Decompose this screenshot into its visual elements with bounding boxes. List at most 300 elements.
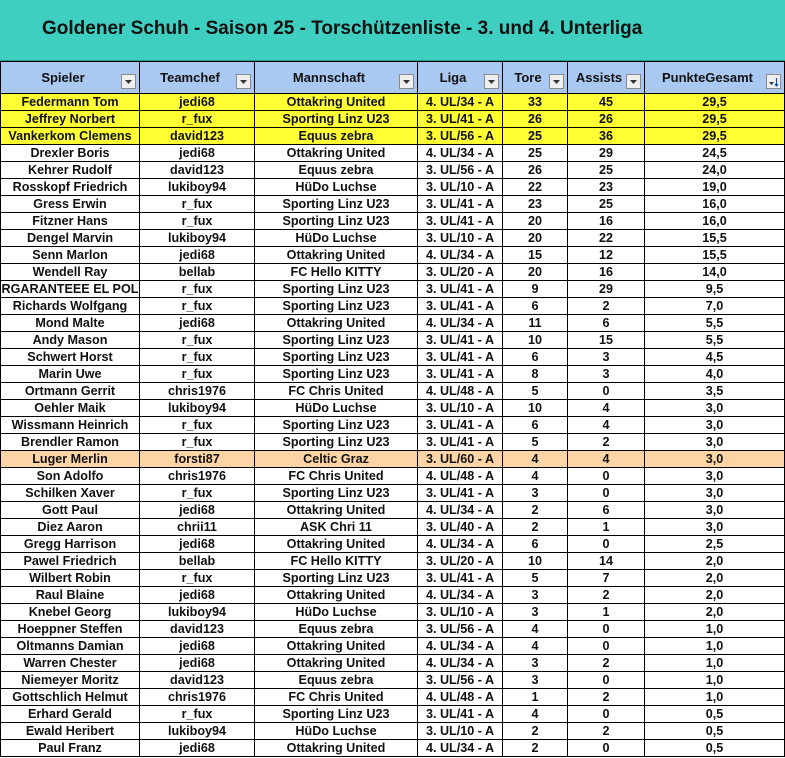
column-header-spieler <box>1 62 140 94</box>
column-header-label: Spieler <box>41 70 85 85</box>
cell-mannschaft: Sporting Linz U23 <box>255 434 418 451</box>
cell-punkte: 16,0 <box>645 196 785 213</box>
cell-punkte: 5,5 <box>645 315 785 332</box>
cell-punkte: 2,0 <box>645 553 785 570</box>
cell-punkte: 3,0 <box>645 468 785 485</box>
cell-teamchef: r_fux <box>140 196 255 213</box>
cell-teamchef: chris1976 <box>140 689 255 706</box>
dropdown-arrow-icon <box>403 80 410 84</box>
table-row <box>1 145 785 162</box>
cell-punkte: 0,5 <box>645 723 785 740</box>
column-header-label: Teamchef <box>160 70 220 85</box>
cell-tore: 5 <box>503 570 568 587</box>
table-row <box>1 94 785 111</box>
cell-assists: 16 <box>568 213 645 230</box>
cell-mannschaft: FC Hello KITTY <box>255 264 418 281</box>
cell-tore: 1 <box>503 689 568 706</box>
cell-assists: 4 <box>568 417 645 434</box>
table-row <box>1 162 785 179</box>
table-row <box>1 128 785 145</box>
cell-liga: 3. UL/41 - A <box>418 281 503 298</box>
cell-spieler: Drexler Boris <box>1 145 140 162</box>
cell-tore: 23 <box>503 196 568 213</box>
column-header-teamchef <box>140 62 255 94</box>
page-title: Goldener Schuh - Saison 25 - Torschützenliste - 3. und 4. Unterliga <box>42 18 643 39</box>
sort-descending-icon <box>768 77 779 87</box>
cell-assists: 16 <box>568 264 645 281</box>
cell-mannschaft: Sporting Linz U23 <box>255 196 418 213</box>
cell-assists: 0 <box>568 740 645 757</box>
cell-liga: 3. UL/41 - A <box>418 298 503 315</box>
cell-teamchef: david123 <box>140 621 255 638</box>
cell-teamchef: bellab <box>140 264 255 281</box>
cell-tore: 26 <box>503 162 568 179</box>
cell-assists: 2 <box>568 689 645 706</box>
cell-punkte: 4,0 <box>645 366 785 383</box>
cell-tore: 6 <box>503 536 568 553</box>
cell-teamchef: jedi68 <box>140 315 255 332</box>
cell-punkte: 3,0 <box>645 502 785 519</box>
cell-liga: 4. UL/34 - A <box>418 587 503 604</box>
cell-teamchef: r_fux <box>140 298 255 315</box>
cell-mannschaft: Ottakring United <box>255 315 418 332</box>
cell-tore: 2 <box>503 740 568 757</box>
cell-spieler: Gress Erwin <box>1 196 140 213</box>
table-row <box>1 587 785 604</box>
cell-punkte: 1,0 <box>645 655 785 672</box>
cell-punkte: 3,5 <box>645 383 785 400</box>
cell-teamchef: r_fux <box>140 281 255 298</box>
cell-liga: 3. UL/41 - A <box>418 485 503 502</box>
cell-liga: 4. UL/48 - A <box>418 468 503 485</box>
cell-punkte: 0,5 <box>645 740 785 757</box>
cell-teamchef: r_fux <box>140 111 255 128</box>
cell-spieler: Oehler Maik <box>1 400 140 417</box>
cell-spieler: Dengel Marvin <box>1 230 140 247</box>
table-row <box>1 655 785 672</box>
cell-assists: 2 <box>568 587 645 604</box>
cell-teamchef: r_fux <box>140 366 255 383</box>
table-row <box>1 264 785 281</box>
cell-spieler: Senn Marlon <box>1 247 140 264</box>
cell-assists: 0 <box>568 536 645 553</box>
cell-spieler: Schilken Xaver <box>1 485 140 502</box>
table-row <box>1 672 785 689</box>
column-header-label: Assists <box>575 70 623 85</box>
cell-spieler: Kehrer Rudolf <box>1 162 140 179</box>
table-row <box>1 315 785 332</box>
table-row <box>1 553 785 570</box>
cell-assists: 3 <box>568 366 645 383</box>
cell-mannschaft: Sporting Linz U23 <box>255 366 418 383</box>
cell-assists: 2 <box>568 298 645 315</box>
cell-assists: 25 <box>568 162 645 179</box>
cell-punkte: 2,0 <box>645 587 785 604</box>
cell-spieler: Schwert Horst <box>1 349 140 366</box>
header-row <box>1 62 785 94</box>
cell-tore: 3 <box>503 604 568 621</box>
cell-teamchef: r_fux <box>140 485 255 502</box>
cell-assists: 6 <box>568 502 645 519</box>
cell-spieler: Rosskopf Friedrich <box>1 179 140 196</box>
cell-liga: 3. UL/10 - A <box>418 400 503 417</box>
column-header-label: PunkteGesamt <box>661 70 754 85</box>
table-row <box>1 638 785 655</box>
cell-mannschaft: Equus zebra <box>255 162 418 179</box>
cell-punkte: 1,0 <box>645 638 785 655</box>
cell-punkte: 15,5 <box>645 247 785 264</box>
cell-assists: 0 <box>568 706 645 723</box>
cell-assists: 1 <box>568 604 645 621</box>
cell-assists: 12 <box>568 247 645 264</box>
dropdown-arrow-icon <box>240 80 247 84</box>
filter-button-mannschaft[interactable] <box>399 74 414 89</box>
cell-liga: 4. UL/34 - A <box>418 315 503 332</box>
cell-assists: 2 <box>568 655 645 672</box>
cell-teamchef: jedi68 <box>140 655 255 672</box>
cell-teamchef: r_fux <box>140 570 255 587</box>
cell-punkte: 24,0 <box>645 162 785 179</box>
table-body <box>1 94 785 757</box>
cell-liga: 4. UL/34 - A <box>418 502 503 519</box>
cell-spieler: Gottschlich Helmut <box>1 689 140 706</box>
cell-assists: 3 <box>568 349 645 366</box>
cell-assists: 0 <box>568 485 645 502</box>
cell-teamchef: r_fux <box>140 706 255 723</box>
cell-teamchef: jedi68 <box>140 247 255 264</box>
cell-liga: 3. UL/56 - A <box>418 128 503 145</box>
cell-teamchef: jedi68 <box>140 740 255 757</box>
cell-mannschaft: Sporting Linz U23 <box>255 332 418 349</box>
cell-spieler: RGARANTEEE EL POL <box>1 281 139 296</box>
cell-mannschaft: Sporting Linz U23 <box>255 298 418 315</box>
cell-spieler: Wendell Ray <box>1 264 140 281</box>
cell-liga: 3. UL/20 - A <box>418 264 503 281</box>
cell-liga: 4. UL/34 - A <box>418 145 503 162</box>
cell-assists: 0 <box>568 672 645 689</box>
cell-liga: 3. UL/10 - A <box>418 230 503 247</box>
cell-mannschaft: FC Hello KITTY <box>255 553 418 570</box>
cell-spieler: Brendler Ramon <box>1 434 140 451</box>
column-header-liga <box>418 62 503 94</box>
dropdown-arrow-icon <box>125 80 132 84</box>
table-row <box>1 230 785 247</box>
cell-spieler: Jeffrey Norbert <box>1 111 140 128</box>
cell-mannschaft: HüDo Luchse <box>255 604 418 621</box>
cell-mannschaft: Sporting Linz U23 <box>255 111 418 128</box>
cell-spieler: Raul Blaine <box>1 587 140 604</box>
table-row <box>1 723 785 740</box>
cell-spieler: Fitzner Hans <box>1 213 140 230</box>
cell-spieler: Mond Malte <box>1 315 140 332</box>
cell-liga: 3. UL/56 - A <box>418 672 503 689</box>
cell-tore: 2 <box>503 723 568 740</box>
cell-mannschaft: Ottakring United <box>255 502 418 519</box>
cell-liga: 3. UL/41 - A <box>418 706 503 723</box>
cell-tore: 22 <box>503 179 568 196</box>
cell-tore: 9 <box>503 281 568 298</box>
table-row <box>1 468 785 485</box>
table-row <box>1 706 785 723</box>
cell-mannschaft: HüDo Luchse <box>255 723 418 740</box>
cell-teamchef: jedi68 <box>140 587 255 604</box>
cell-punkte: 1,0 <box>645 689 785 706</box>
cell-liga: 4. UL/34 - A <box>418 536 503 553</box>
cell-liga: 3. UL/41 - A <box>418 434 503 451</box>
sort-button-punktegesamt[interactable] <box>766 74 781 89</box>
cell-punkte: 0,5 <box>645 706 785 723</box>
table-row <box>1 281 785 298</box>
table-row <box>1 383 785 400</box>
filter-button-liga[interactable] <box>484 74 499 89</box>
cell-assists: 1 <box>568 519 645 536</box>
table-row <box>1 417 785 434</box>
cell-tore: 4 <box>503 621 568 638</box>
table-row <box>1 247 785 264</box>
dropdown-arrow-icon <box>553 80 560 84</box>
cell-tore: 10 <box>503 332 568 349</box>
cell-punkte: 19,0 <box>645 179 785 196</box>
cell-punkte: 15,5 <box>645 230 785 247</box>
table-row <box>1 366 785 383</box>
cell-teamchef: lukiboy94 <box>140 179 255 196</box>
table-row <box>1 111 785 128</box>
cell-spieler: Richards Wolfgang <box>1 298 140 315</box>
cell-teamchef: jedi68 <box>140 94 255 111</box>
cell-liga: 3. UL/10 - A <box>418 179 503 196</box>
table-row <box>1 502 785 519</box>
cell-assists: 2 <box>568 723 645 740</box>
filter-button-spieler[interactable] <box>121 74 136 89</box>
cell-tore: 8 <box>503 366 568 383</box>
cell-spieler: Diez Aaron <box>1 519 140 536</box>
cell-punkte: 29,5 <box>645 111 785 128</box>
column-header-label: Tore <box>514 70 542 85</box>
cell-teamchef: r_fux <box>140 434 255 451</box>
cell-punkte: 14,0 <box>645 264 785 281</box>
cell-spieler: Vankerkom Clemens <box>1 128 140 145</box>
cell-teamchef: chrii11 <box>140 519 255 536</box>
cell-mannschaft: Equus zebra <box>255 621 418 638</box>
cell-mannschaft: Sporting Linz U23 <box>255 417 418 434</box>
column-header-tore <box>503 62 568 94</box>
cell-tore: 20 <box>503 213 568 230</box>
cell-assists: 14 <box>568 553 645 570</box>
cell-spieler: Wilbert Robin <box>1 570 140 587</box>
table-row <box>1 485 785 502</box>
cell-tore: 3 <box>503 672 568 689</box>
filter-button-assists[interactable] <box>626 74 641 89</box>
cell-tore: 25 <box>503 145 568 162</box>
cell-tore: 3 <box>503 655 568 672</box>
cell-teamchef: bellab <box>140 553 255 570</box>
cell-mannschaft: Ottakring United <box>255 145 418 162</box>
cell-assists: 0 <box>568 621 645 638</box>
table-row <box>1 519 785 536</box>
cell-punkte: 16,0 <box>645 213 785 230</box>
cell-punkte: 3,0 <box>645 417 785 434</box>
cell-assists: 0 <box>568 638 645 655</box>
cell-spieler: Ewald Heribert <box>1 723 140 740</box>
cell-punkte: 24,5 <box>645 145 785 162</box>
cell-spieler: Paul Franz <box>1 740 140 757</box>
cell-assists: 23 <box>568 179 645 196</box>
cell-liga: 3. UL/10 - A <box>418 604 503 621</box>
cell-mannschaft: HüDo Luchse <box>255 179 418 196</box>
cell-spieler: Andy Mason <box>1 332 140 349</box>
cell-liga: 3. UL/40 - A <box>418 519 503 536</box>
cell-teamchef: david123 <box>140 162 255 179</box>
cell-liga: 3. UL/41 - A <box>418 366 503 383</box>
cell-mannschaft: Ottakring United <box>255 587 418 604</box>
cell-tore: 2 <box>503 502 568 519</box>
cell-mannschaft: Ottakring United <box>255 94 418 111</box>
cell-teamchef: lukiboy94 <box>140 723 255 740</box>
cell-mannschaft: Sporting Linz U23 <box>255 706 418 723</box>
cell-liga: 3. UL/41 - A <box>418 570 503 587</box>
filter-button-tore[interactable] <box>549 74 564 89</box>
cell-teamchef: jedi68 <box>140 638 255 655</box>
cell-tore: 20 <box>503 230 568 247</box>
cell-assists: 4 <box>568 451 645 468</box>
cell-liga: 3. UL/41 - A <box>418 213 503 230</box>
table-row <box>1 451 785 468</box>
column-header-mannschaft <box>255 62 418 94</box>
cell-liga: 3. UL/56 - A <box>418 621 503 638</box>
cell-punkte: 3,0 <box>645 400 785 417</box>
table-row <box>1 536 785 553</box>
table-row <box>1 179 785 196</box>
cell-mannschaft: HüDo Luchse <box>255 230 418 247</box>
cell-spieler: Niemeyer Moritz <box>1 672 140 689</box>
cell-punkte: 3,0 <box>645 451 785 468</box>
cell-tore: 6 <box>503 349 568 366</box>
cell-liga: 3. UL/41 - A <box>418 332 503 349</box>
cell-punkte: 5,5 <box>645 332 785 349</box>
cell-tore: 6 <box>503 298 568 315</box>
cell-mannschaft: HüDo Luchse <box>255 400 418 417</box>
table-row <box>1 349 785 366</box>
cell-assists: 22 <box>568 230 645 247</box>
cell-tore: 5 <box>503 383 568 400</box>
table-row <box>1 740 785 757</box>
cell-liga: 4. UL/48 - A <box>418 383 503 400</box>
cell-assists: 29 <box>568 281 645 298</box>
cell-spieler: Gott Paul <box>1 502 140 519</box>
table-row <box>1 400 785 417</box>
cell-teamchef: jedi68 <box>140 145 255 162</box>
cell-mannschaft: Ottakring United <box>255 638 418 655</box>
cell-tore: 4 <box>503 638 568 655</box>
cell-spieler: Hoeppner Steffen <box>1 621 140 638</box>
cell-spieler: Son Adolfo <box>1 468 140 485</box>
cell-mannschaft: Ottakring United <box>255 740 418 757</box>
cell-assists: 36 <box>568 128 645 145</box>
cell-tore: 4 <box>503 706 568 723</box>
table-row <box>1 689 785 706</box>
cell-tore: 26 <box>503 111 568 128</box>
cell-liga: 3. UL/41 - A <box>418 417 503 434</box>
cell-liga: 4. UL/48 - A <box>418 689 503 706</box>
cell-tore: 4 <box>503 451 568 468</box>
cell-punkte: 29,5 <box>645 94 785 111</box>
cell-mannschaft: Equus zebra <box>255 128 418 145</box>
cell-spieler: Pawel Friedrich <box>1 553 140 570</box>
table-row <box>1 332 785 349</box>
cell-punkte: 3,0 <box>645 485 785 502</box>
cell-assists: 4 <box>568 400 645 417</box>
cell-teamchef: jedi68 <box>140 502 255 519</box>
cell-tore: 3 <box>503 587 568 604</box>
cell-tore: 15 <box>503 247 568 264</box>
cell-teamchef: r_fux <box>140 417 255 434</box>
cell-punkte: 1,0 <box>645 621 785 638</box>
cell-mannschaft: Ottakring United <box>255 536 418 553</box>
cell-mannschaft: Equus zebra <box>255 672 418 689</box>
cell-spieler: Marin Uwe <box>1 366 140 383</box>
cell-tore: 33 <box>503 94 568 111</box>
cell-assists: 7 <box>568 570 645 587</box>
filter-button-teamchef[interactable] <box>236 74 251 89</box>
cell-tore: 11 <box>503 315 568 332</box>
cell-tore: 5 <box>503 434 568 451</box>
cell-mannschaft: Ottakring United <box>255 247 418 264</box>
cell-tore: 10 <box>503 553 568 570</box>
cell-teamchef: david123 <box>140 672 255 689</box>
cell-teamchef: r_fux <box>140 332 255 349</box>
cell-tore: 3 <box>503 485 568 502</box>
cell-teamchef: david123 <box>140 128 255 145</box>
cell-liga: 4. UL/34 - A <box>418 655 503 672</box>
cell-teamchef: chris1976 <box>140 468 255 485</box>
cell-mannschaft: FC Chris United <box>255 689 418 706</box>
table-row <box>1 621 785 638</box>
cell-mannschaft: FC Chris United <box>255 383 418 400</box>
cell-assists: 0 <box>568 383 645 400</box>
cell-spieler: Warren Chester <box>1 655 140 672</box>
cell-teamchef: chris1976 <box>140 383 255 400</box>
cell-liga: 3. UL/41 - A <box>418 349 503 366</box>
cell-punkte: 4,5 <box>645 349 785 366</box>
cell-teamchef: jedi68 <box>140 536 255 553</box>
cell-spieler: Oltmanns Damian <box>1 638 140 655</box>
title-bar <box>0 0 785 61</box>
cell-punkte: 1,0 <box>645 672 785 689</box>
cell-liga: 4. UL/34 - A <box>418 740 503 757</box>
cell-spieler: Luger Merlin <box>1 451 140 468</box>
cell-liga: 4. UL/34 - A <box>418 247 503 264</box>
cell-mannschaft: ASK Chri 11 <box>255 519 418 536</box>
cell-punkte: 2,0 <box>645 570 785 587</box>
cell-tore: 20 <box>503 264 568 281</box>
cell-punkte: 3,0 <box>645 519 785 536</box>
cell-teamchef: forsti87 <box>140 451 255 468</box>
cell-liga: 3. UL/41 - A <box>418 196 503 213</box>
cell-punkte: 29,5 <box>645 128 785 145</box>
column-header-assists <box>568 62 645 94</box>
cell-assists: 29 <box>568 145 645 162</box>
column-header-label: Mannschaft <box>292 70 366 85</box>
cell-liga: 3. UL/10 - A <box>418 723 503 740</box>
cell-liga: 3. UL/56 - A <box>418 162 503 179</box>
cell-assists: 6 <box>568 315 645 332</box>
table-row <box>1 604 785 621</box>
cell-liga: 3. UL/20 - A <box>418 553 503 570</box>
cell-teamchef: lukiboy94 <box>140 230 255 247</box>
cell-mannschaft: Sporting Linz U23 <box>255 485 418 502</box>
cell-spieler: Erhard Gerald <box>1 706 140 723</box>
table-row <box>1 213 785 230</box>
